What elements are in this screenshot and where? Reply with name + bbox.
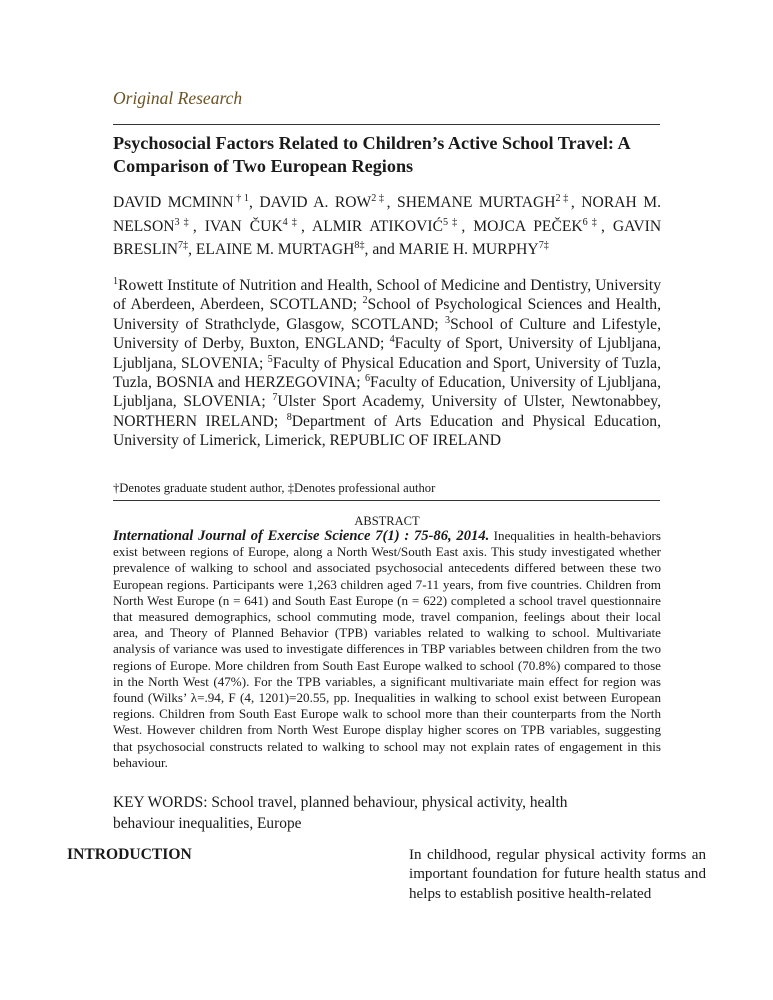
affiliation-text: Faculty of Education, University of Ljubljana, Ljubljana, SLOVENIA;	[113, 374, 661, 411]
keywords: KEY WORDS: School travel, planned behaviour, physical activity, health behaviour inequalities, Europe	[113, 794, 568, 832]
affiliation-text: Department of Arts Education and Physical Education, University of Limerick, Limerick, REPUBLIC OF IRELAND	[113, 412, 661, 450]
author-name: ALMIR ATIKOVIĆ	[312, 217, 444, 235]
abstract-text: Inequalities in health-behaviors exist between regions of Europe, along a North West/South East axis. This study investigated whether prevalence of walking to school and associated psychosocial antecedents differed between these two European regions. Participants were 1,263 children aged 7-11 years, from five countries. Children from North West Europe (n = 641) and South East Europe (n = 622) completed a school travel questionnaire that measured demographics, school commuting mode, travel companion, feelings about their local area, and Theory of Planned Behavior (TPB) variables related to walking to school. Multivariate analysis of variance was used to investigate differences in TBP variables between children from the two regions of Europe. More children from South East Europe walked to school (70.8%) compared to those in the North West (47%). For the TPB variables, a significant multivariate main effect for region was found (Wilks’ λ=.94, F (4, 1201)=20.55, pp. Inequalities in walking to school exist between European regions. Children from South East Europe walk to school more than their counterparts from the North West. However children from North West Europe display higher scores on TPB variables, suggesting that psychosocial constructs related to walking to school may not explain rates of engagement in this behaviour.	[113, 528, 661, 770]
author-separator: ,	[386, 194, 398, 211]
author-name: NORAH M. NELSON	[113, 194, 662, 235]
affiliation-text: Ulster Sport Academy, University of Ulster, Newtonabbey, NORTHERN IRELAND;	[113, 393, 661, 430]
author-separator: ,	[248, 194, 260, 211]
author-name: IVAN ČUK	[204, 217, 283, 235]
author-affiliation-mark: †1	[233, 192, 249, 204]
affiliation-text: School of Psychological Sciences and Health, University of Strathclyde, Glasgow, SCOTLAND;	[113, 296, 661, 333]
header-divider	[113, 124, 660, 125]
affiliation-number: 5	[267, 353, 273, 365]
author-name: GAVIN BRESLIN	[113, 217, 662, 258]
author-name: DAVID MCMINN	[113, 194, 234, 211]
author-affiliation-mark: 6‡	[582, 216, 601, 228]
author-affiliation-mark: 2‡	[555, 192, 571, 204]
author-name: DAVID A. ROW	[259, 194, 372, 211]
affiliation-text: Faculty of Sport, University of Ljubljana, Ljubljana, SLOVENIA;	[113, 335, 661, 372]
affiliation-number: 4	[389, 334, 395, 346]
author-name: MOJCA PEČEK	[473, 217, 583, 235]
affiliation-list	[113, 276, 661, 451]
abstract-divider	[113, 500, 660, 501]
affiliation-number: 2	[362, 295, 368, 307]
introduction-heading: INTRODUCTION	[67, 846, 192, 863]
affiliation-number: 6	[364, 372, 370, 384]
affiliation-text: School of Culture and Lifestyle, University of Derby, Buxton, ENGLAND;	[113, 315, 662, 353]
affiliation-text: Faculty of Physical Education and Sport, University of Tuzla, Tuzla, BOSNIA and HERZEGOVINA;	[113, 354, 662, 392]
introduction-text: In childhood, regular physical activity forms an important foundation for future health status and helps to establish positive health-related	[409, 847, 706, 902]
author-separator: ,	[461, 217, 474, 235]
author-separator: ,	[300, 217, 312, 235]
affiliation-number: 3	[445, 314, 451, 326]
abstract-body	[113, 528, 661, 771]
author-affiliation-mark: 7‡	[177, 239, 189, 251]
affiliation-number: 8	[286, 411, 292, 423]
article-title: Psychosocial Factors Related to Children’s Active School Travel: A Comparison of Two European Regions	[113, 133, 630, 176]
author-affiliation-mark: 7‡	[538, 239, 549, 251]
author-list	[113, 191, 661, 262]
author-affiliation-mark: 4‡	[282, 216, 301, 228]
journal-citation: International Journal of Exercise Science 7(1) : 75-86, 2014.	[113, 528, 490, 544]
author-name: MARIE H. MURPHY	[398, 241, 539, 258]
section-label: Original Research	[113, 88, 243, 108]
affiliation-number: 1	[113, 275, 119, 287]
author-separator: ,	[188, 241, 196, 258]
author-affiliation-mark: 2‡	[371, 192, 387, 204]
author-separator: ,	[570, 194, 582, 211]
author-name: ELAINE M. MURTAGH	[195, 241, 355, 258]
author-affiliation-mark: 5‡	[443, 216, 462, 228]
affiliation-number: 7	[272, 392, 278, 404]
abstract-heading: ABSTRACT	[354, 514, 420, 528]
author-affiliation-mark: 3‡	[174, 216, 193, 228]
author-footnote: †Denotes graduate student author, ‡Denotes professional author	[113, 481, 436, 495]
author-separator: ,	[600, 217, 613, 235]
author-name: SHEMANE MURTAGH	[397, 194, 556, 211]
author-affiliation-mark: 8‡	[354, 239, 365, 251]
affiliation-text: Rowett Institute of Nutrition and Health, School of Medicine and Dentistry, University of Aberdeen, Aberdeen, SCOTLAND;	[113, 277, 661, 314]
author-separator: ,	[192, 217, 205, 235]
author-separator: , and	[364, 241, 399, 258]
